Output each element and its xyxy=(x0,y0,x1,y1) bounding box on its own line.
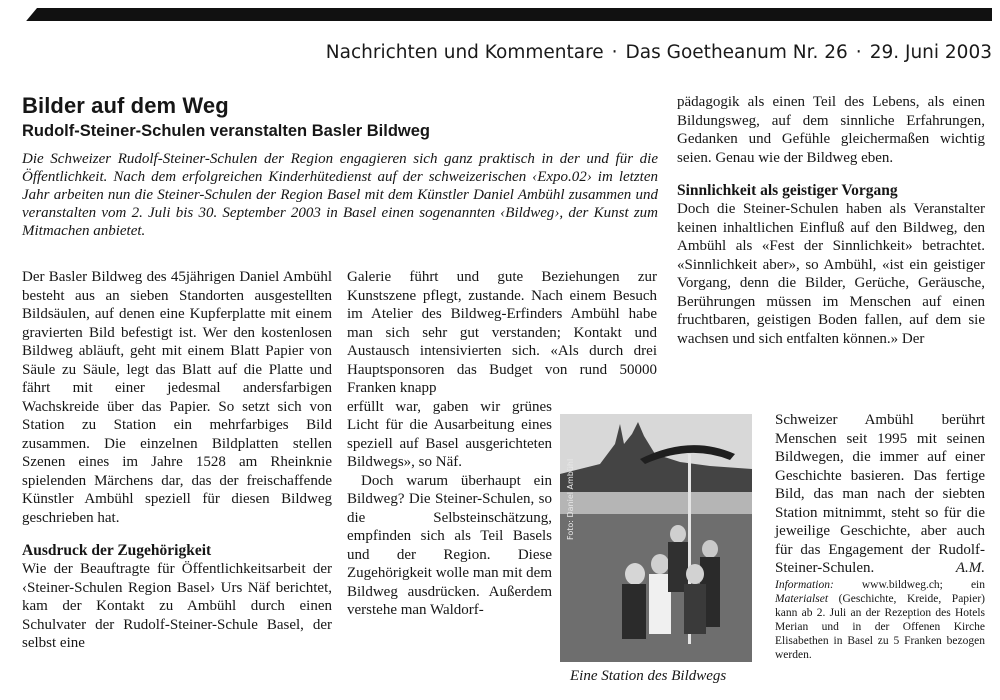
info-label-materialset: Materialset xyxy=(775,592,829,605)
info-url-text: www.bildweg.ch; ein xyxy=(861,578,985,591)
article-photo xyxy=(560,414,752,662)
col2-paragraph-2: Doch warum überhaupt ein Bildweg? Die Steiner-Schulen, so die Selbsteinschätzung, empfinden sich als Teil Basels und der Region. Diese Zugehörigkeit wolle man mit dem Bildweg ausdrücken. Außerdem verstehe man Waldorf- xyxy=(347,472,552,618)
col1-paragraph-2: Wie der Beauftragte für Öffentlichkeitsarbeit der ‹Steiner-Schulen Region Basel› Urs Näf berichtet, kam der Kontakt zu Ambühl durch einen Schulvater der Rudolf-Steiner-Schule Basel, der selbst eine xyxy=(22,561,332,651)
photo-caption: Eine Station des Bildwegs xyxy=(570,668,727,684)
header-section: Nachrichten und Kommentare xyxy=(325,42,604,63)
header-separator-2: · xyxy=(855,42,862,63)
col2-paragraph-1: Galerie führt und gute Beziehungen zur Kunstszene pflegt, zustande. Nach einem Besuch im Atelier des Bildweg-Erfinders Ambühl habe man sich sehr gut verstanden; Kontakt und Austausch intensivierten sich. «Als durch drei Hauptsponsoren das Budget von rund 50000 Franken knapp xyxy=(347,269,657,396)
col3-paragraph-3-text: Schweizer Ambühl berührt Menschen seit 1995 mit seinen Bildwegen, die immer auf einer Geschichte basieren. Das fertige Bild, das man nach der siebten Station mitnimmt, steht so für die jeweilige Geschichte, aber auch für das Engagement der Rudolf-Steiner-Schulen. xyxy=(775,412,985,576)
article-title: Bilder auf dem Weg xyxy=(22,93,229,118)
info-details: (Geschichte, Kreide, Papier) kann ab 2. Juli an der Rezeption des Hotels Merian und in der Offenen Kirche Elisabethen in Basel zu 5 Franken bezogen werden. xyxy=(775,592,986,661)
info-note xyxy=(775,578,985,662)
photo-illustration xyxy=(560,414,752,662)
col3-section-heading: Sinnlichkeit als geistiger Vorgang xyxy=(677,182,898,199)
author-signature: A.M. xyxy=(955,560,985,576)
col3-paragraph-3 xyxy=(775,411,985,578)
article-subtitle: Rudolf-Steiner-Schulen veranstalten Basler Bildweg xyxy=(22,122,431,140)
top-rule xyxy=(22,2,992,26)
col2-paragraph-1-cont: erfüllt war, gaben wir grünes Licht für die Ausarbeitung eines speziell auf Basel ausgerichteten Bildwegs», so Näf. xyxy=(347,398,552,470)
header-date: 29. Juni 2003 xyxy=(869,42,992,63)
photo-credit: Foto: Daniel Ambühl xyxy=(566,458,575,540)
article-lead: Die Schweizer Rudolf-Steiner-Schulen der Region engagieren sich ganz praktisch in der und für die Öffentlichkeit. Nach dem erfolgreichen Kinderhütedienst auf der schweizerischen ‹Expo.02› im letzten Jahr arbeiten nun die Steiner-Schulen der Region Basel mit dem Künstler Daniel Ambühl zusammen und veranstalten vom 2. Juli bis 30. September 2003 in Basel einen sogenannten ‹Bildweg›, der Kunst zum Mitmachen anbietet. xyxy=(22,151,658,239)
column-3-bottom xyxy=(775,411,985,662)
top-rule-bar xyxy=(22,8,992,21)
running-header xyxy=(200,42,992,63)
header-separator-1: · xyxy=(611,42,618,63)
col1-section-heading: Ausdruck der Zugehörigkeit xyxy=(22,542,212,559)
top-rule-cap xyxy=(22,2,42,26)
header-publication: Das Goetheanum Nr. 26 xyxy=(625,42,848,63)
column-1 xyxy=(22,268,332,653)
column-3-top xyxy=(677,93,985,348)
info-label: Information: xyxy=(775,578,834,591)
col1-paragraph-1: Der Basler Bildweg des 45jährigen Daniel Ambühl besteht aus an sieben Standorten ausgestellten Bildsäulen, auf denen eine Kupferplatte mit einem gravierten Bild befestigt ist. Wer den kostenlosen Bildweg abläuft, geht mit einem Blatt Papier von Säule zu Säule, legt das Blatt auf die Platte und fährt mit einer jedesmal andersfarbigen Wachskreide über das Papier. So setzt sich von Station zu Station ein mehrfarbiges Bild zusammen. Die einzelnen Bildplatten stellen Szenen eines im Jahre 1528 am Rheinknie spielenden Märchens dar, das der freischaffende Künstler Ambühl speziell für diesen Bildweg geschrieben hat. xyxy=(22,269,332,526)
col3-paragraph-2: Doch die Steiner-Schulen haben als Veranstalter keinen inhaltlichen Einfluß auf den Bildweg, den Ambühl als «Fest der Sinnlichkeit» betrachtet. «Sinnlichkeit aber», so Ambühl, «ist ein geistiger Vorgang, denn die Bilder, Gerüche, Geräusche, Berührungen müssen im Menschen auf einen fruchtbaren, geistigen Boden fallen, auf dem sie wachsen und sich entfalten können.» Der xyxy=(677,201,985,347)
col3-paragraph-1: pädagogik als einen Teil des Lebens, als einen Bildungsweg, auf dem sinnliche Erfahrungen, Gedanken und Gefühle gleichermaßen wichtig seien. Genau wie der Bildweg eben. xyxy=(677,94,985,166)
